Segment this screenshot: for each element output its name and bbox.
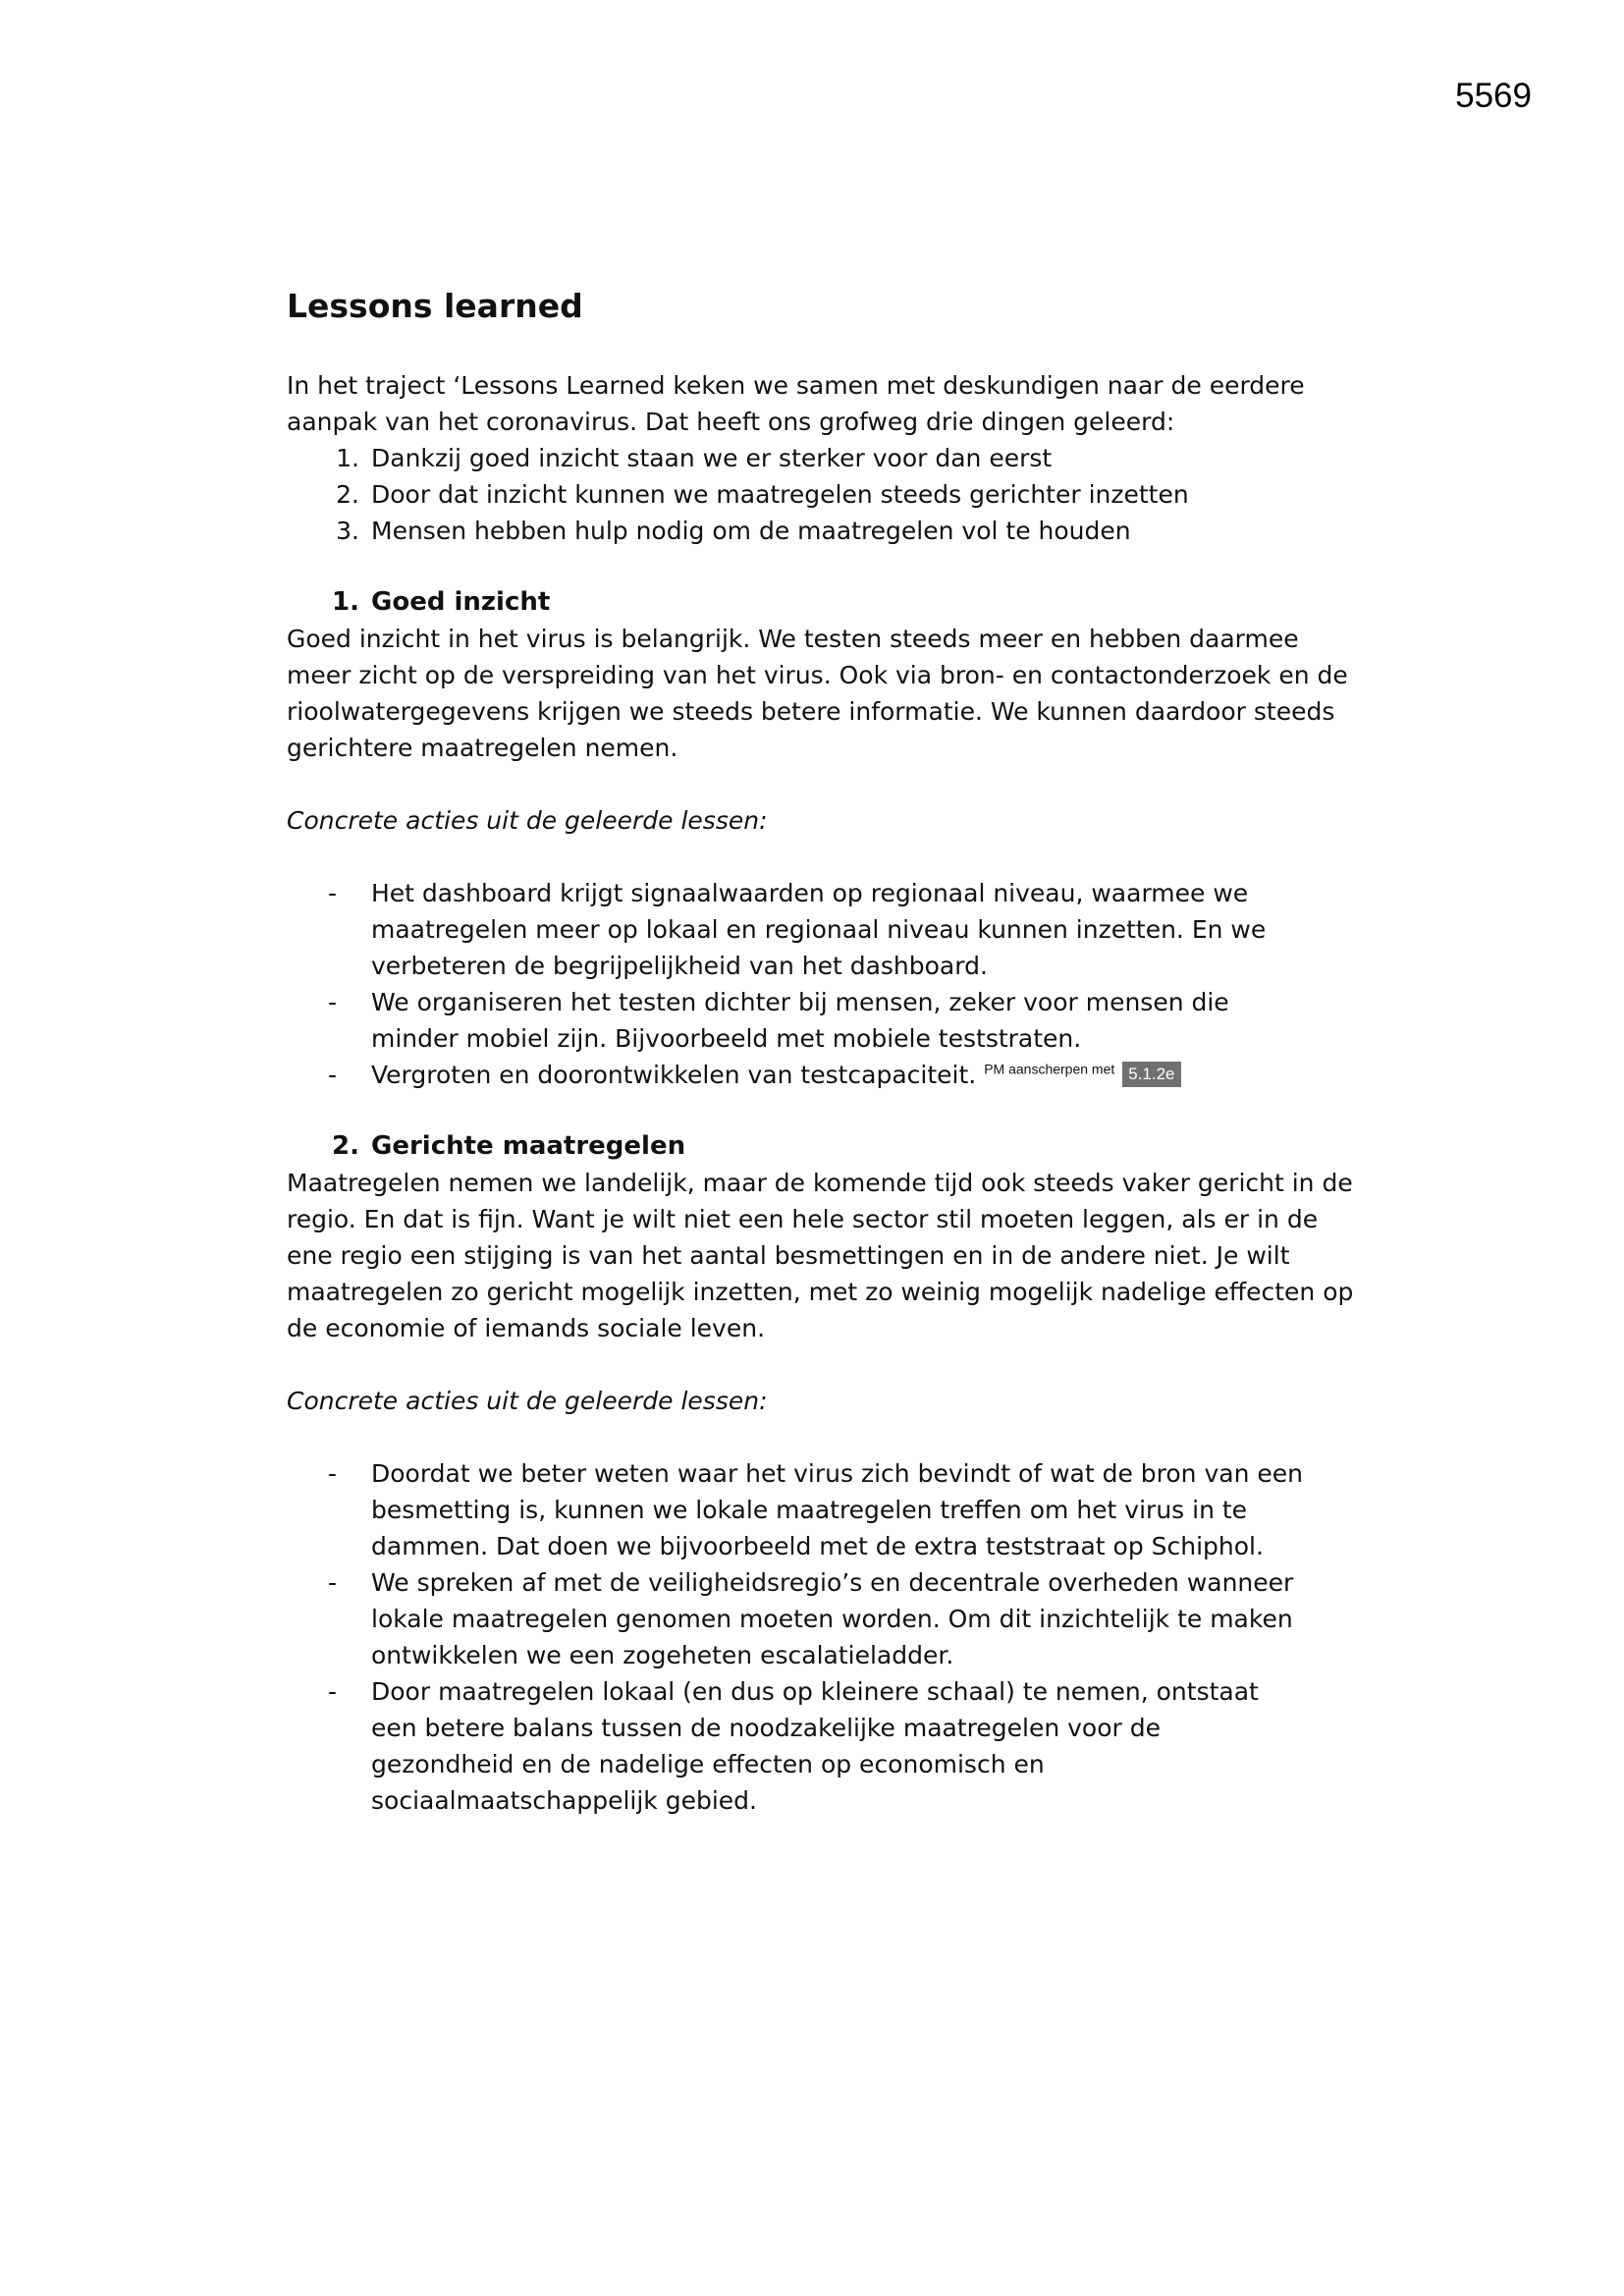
actions-list [287,875,1367,1093]
list-item: 1. Dankzij goed inzicht staan we er sterker voor dan eerst [336,444,1053,472]
section-heading-goed-inzicht: 1. Goed inzicht [332,587,551,617]
list-item: - We organiseren het testen dichter bij mensen, zeker voor mensen die minder mobiel zijn. Bijvoorbeeld met mobiele teststraten. [328,988,1229,1053]
actions-subheading: Concrete acties uit de geleerde lessen: [287,806,768,835]
intro-paragraph: In het traject ‘Lessons Learned keken we samen met deskundigen naar de eerdere aanpak van het coronavirus. Dat heeft ons grofweg drie dingen geleerd: [287,371,1305,436]
section-heading-gerichte-maatregelen: 2. Gerichte maatregelen [332,1131,686,1161]
list-item: 3. Mensen hebben hulp nodig om de maatregelen vol te houden [336,517,1131,545]
actions-subheading: Concrete acties uit de geleerde lessen: [287,1387,768,1415]
redaction-box: 5.1.2e [1122,1062,1180,1087]
list-item: - Door maatregelen lokaal (en dus op kleinere schaal) te nemen, ontstaat een betere balans tussen de noodzakelijke maatregelen voor de gezondheid en de nadelige effecten op economisch en sociaalmaatschappelijk gebied. [328,1677,1259,1815]
document-body [287,285,1367,1819]
lessons-list [287,440,1367,549]
list-item: - Vergroten en doorontwikkelen van testcapaciteit. $^{PM aanscherpen met}$ 5.1.2e [287,1057,1367,1093]
actions-list [287,1455,1367,1819]
list-item: 2. Door dat inzicht kunnen we maatregelen steeds gerichter inzetten [336,480,1189,509]
document-title: Lessons learned [287,287,583,325]
section-body: Goed inzicht in het virus is belangrijk. We testen steeds meer en hebben daarmee meer zicht op de verspreiding van het virus. Ook via bron- en contactonderzoek en de rioolwatergegevens krijgen we steeds betere informatie. We kunnen daardoor steeds gerichtere maatregelen nemen. [287,625,1348,762]
pm-note: PM aanscherpen met [984,1061,1115,1077]
list-item: - Het dashboard krijgt signaalwaarden op regionaal niveau, waarmee we maatregelen meer op lokaal en regionaal niveau kunnen inzetten. En we verbeteren de begrijpelijkheid van het dashboard. [328,879,1267,980]
page-number: 5569 [1455,77,1532,115]
list-item: - We spreken af met de veiligheidsregio’s en decentrale overheden wanneer lokale maatregelen genomen moeten worden. Om dit inzichtelijk te maken ontwikkelen we een zogeheten escalatieladder. [328,1568,1294,1669]
list-item: - Doordat we beter weten waar het virus zich bevindt of wat de bron van een besmetting is, kunnen we lokale maatregelen treffen om het virus in te dammen. Dat doen we bijvoorbeeld met de extra teststraat op Schiphol. [328,1459,1303,1560]
section-body: Maatregelen nemen we landelijk, maar de komende tijd ook steeds vaker gericht in de regio. En dat is fijn. Want je wilt niet een hele sector stil moeten leggen, als er in de ene regio een stijging is van het aantal besmettingen en in de andere niet. Je wilt maatregelen zo gericht mogelijk inzetten, met zo weinig mogelijk nadelige effecten op de economie of iemands sociale leven. [287,1169,1354,1342]
